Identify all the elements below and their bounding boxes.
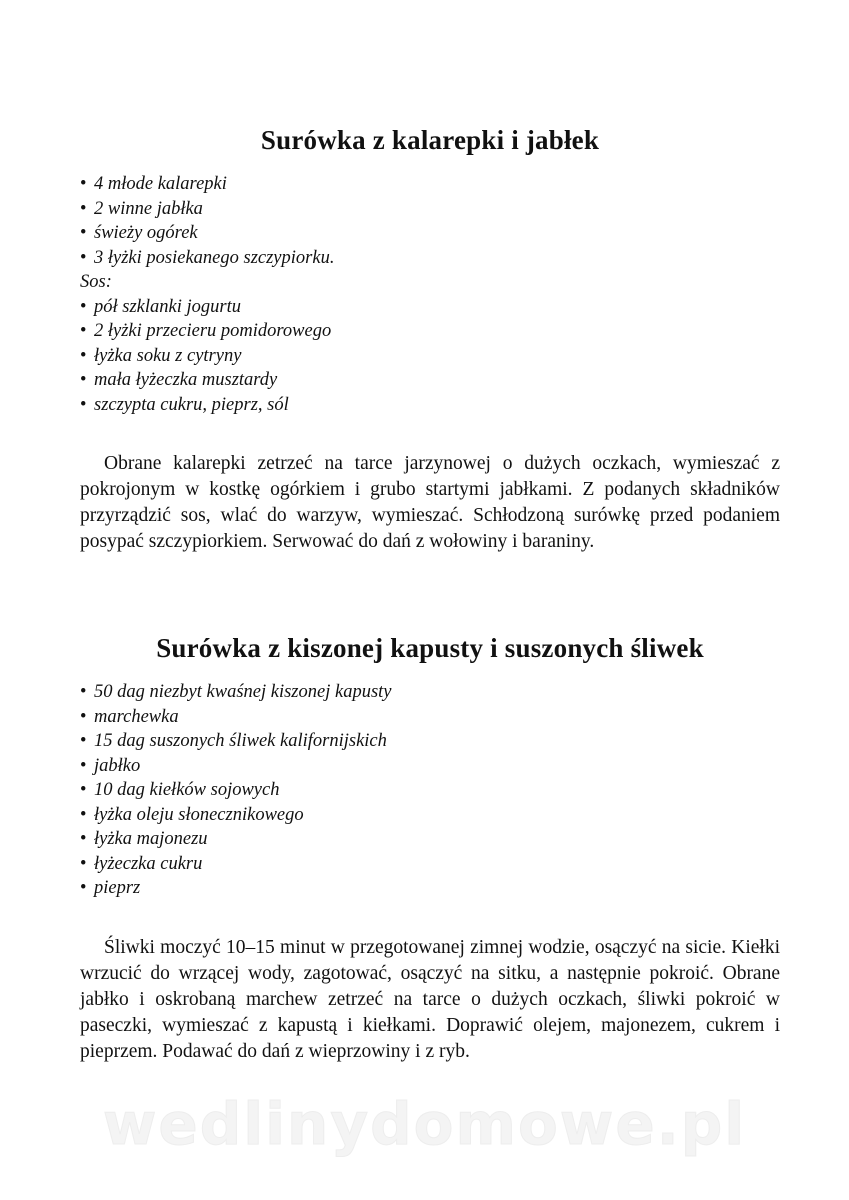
bullet-glyph: • [80, 223, 87, 243]
sauce-ingredient-item: • mała łyżeczka musztardy [80, 368, 780, 393]
ingredient-item: • 3 łyżki posiekanego szczypiorku. [80, 246, 780, 271]
ingredient-item: • 10 dag kiełków sojowych [80, 778, 780, 803]
ingredient-item: • marchewka [80, 705, 780, 730]
bullet-glyph: • [80, 853, 87, 874]
ingredient-list [80, 172, 780, 270]
recipe-instructions: Śliwki moczyć 10–15 minut w przegotowanej zimnej wodzie, osączyć na sicie. Kiełki wrzucić do wrzącej wody, zagotować, osączyć na sitku, a następnie pokroić. Obrane jabłko i oskrobaną marchew zetrzeć na tarce o dużych oczkach, śliwki pokroić w paseczki, wymieszać z kapustą i kiełkami. Doprawić olejem, majonezem, cukrem i pieprzem. Podawać do dań z wieprzowiny i z ryb. [80, 936, 780, 1062]
bullet-glyph: • [80, 755, 87, 776]
sauce-label: Sos: [80, 272, 112, 292]
sauce-ingredient-list [80, 295, 780, 418]
recipe-instructions: Obrane kalarepki zetrzeć na tarce jarzynowej o dużych oczkach, wymieszać z pokrojonym w kostkę ogórkiem i grubo startymi jabłkami. Z podanych składników przyrządzić sos, wlać do warzyw, wymieszać. Schłodzoną surówkę przed podaniem posypać szczypiorkiem. Serwować do dań z wołowiny i baraniny. [80, 453, 780, 552]
ingredient-item: • jabłko [80, 754, 780, 779]
ingredient-item: • 2 winne jabłka [80, 197, 780, 222]
bullet-glyph: • [80, 829, 87, 849]
ingredient-item: • łyżka oleju słonecznikowego [80, 803, 780, 828]
bullet-glyph: • [80, 706, 87, 727]
bullet-glyph: • [80, 174, 87, 194]
ingredient-item: • 50 dag niezbyt kwaśnej kiszonej kapusty [80, 680, 780, 705]
ingredient-item: • świeży ogórek [80, 221, 780, 246]
bullet-glyph: • [80, 780, 87, 800]
bullet-glyph: • [80, 731, 87, 751]
ingredient-item: • łyżka majonezu [80, 827, 780, 852]
ingredient-item: • pieprz [80, 876, 780, 901]
ingredient-item: • łyżeczka cukru [80, 852, 780, 877]
bullet-glyph: • [80, 878, 87, 898]
recipe-sauerkraut-prunes [80, 630, 780, 1065]
bullet-glyph: • [80, 345, 87, 366]
ingredient-item: • 15 dag suszonych śliwek kalifornijskich [80, 729, 780, 754]
site-watermark: wedlinydomowe.pl [102, 1090, 747, 1158]
recipe-title: Surówka z kalarepki i jabłek [260, 125, 600, 155]
ingredient-list [80, 680, 780, 901]
bullet-glyph: • [80, 296, 87, 317]
bullet-glyph: • [80, 247, 87, 268]
sauce-ingredient-item: • szczypta cukru, pieprz, sól [80, 393, 780, 418]
bullet-glyph: • [80, 321, 87, 341]
sauce-ingredient-item: • 2 łyżki przecieru pomidorowego [80, 319, 780, 344]
sauce-ingredient-item: • pół szklanki jogurtu [80, 295, 780, 320]
ingredient-item: • 4 młode kalarepki [80, 172, 780, 197]
bullet-glyph: • [80, 370, 87, 390]
bullet-glyph: • [80, 682, 87, 702]
bullet-glyph: • [80, 394, 87, 415]
recipe-kohlrabi-apple [80, 122, 780, 555]
recipe-title: Surówka z kiszonej kapusty i suszonych śliwek [156, 633, 704, 663]
sauce-ingredient-item: • łyżka soku z cytryny [80, 344, 780, 369]
bullet-glyph: • [80, 198, 87, 219]
bullet-glyph: • [80, 804, 87, 825]
